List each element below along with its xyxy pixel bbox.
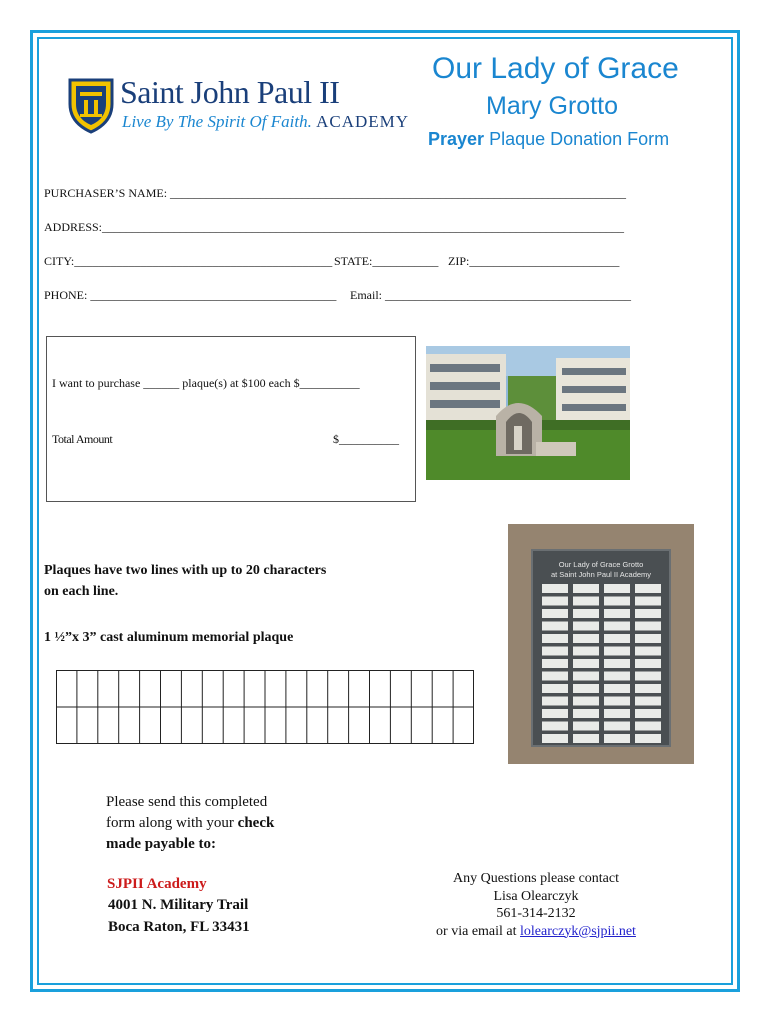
plaque-tile xyxy=(542,597,568,606)
plaque-tile xyxy=(542,734,568,743)
plaque-tile xyxy=(635,697,661,706)
contact-phone: 561-314-2132 xyxy=(496,906,576,921)
plaque-tile xyxy=(604,734,630,743)
send-line1: Please send this completed xyxy=(106,794,268,810)
plaque-tile xyxy=(542,659,568,668)
total-amount-label: Total Amount xyxy=(52,432,113,446)
plaque-tile xyxy=(604,722,630,731)
plaque-tile xyxy=(573,647,599,656)
contact-email-line xyxy=(420,923,652,941)
plaque-size-text: 1 ½”x 3” cast aluminum memorial plaque xyxy=(44,630,294,645)
plaque-heading-2: at Saint John Paul II Academy xyxy=(550,570,652,579)
plaque-board-photo xyxy=(508,524,694,764)
purchaser-name-field[interactable]: PURCHASER’S NAME: ____________________________________________________________________________ xyxy=(44,186,627,200)
logo-tagline xyxy=(122,112,409,132)
plaque-tile xyxy=(542,697,568,706)
plaque-tile xyxy=(604,597,630,606)
plaque-info-line1: Plaques have two lines with up to 20 characters xyxy=(44,563,327,578)
plaque-tile xyxy=(604,659,630,668)
plaque-tile xyxy=(573,684,599,693)
plaque-tile xyxy=(542,709,568,718)
plaque-tile xyxy=(573,609,599,618)
email-field[interactable]: Email: _________________________________________ xyxy=(350,288,631,302)
plaque-tile xyxy=(542,609,568,618)
plaque-tile xyxy=(542,672,568,681)
plaque-tile xyxy=(573,597,599,606)
state-field[interactable]: STATE:___________ xyxy=(334,254,439,268)
plaque-tile xyxy=(635,597,661,606)
plaque-tile xyxy=(542,684,568,693)
form-title xyxy=(428,129,669,150)
plaque-info-line2: on each line. xyxy=(44,584,119,599)
address-field[interactable]: ADDRESS:_______________________________________________________________________________________ xyxy=(44,220,625,234)
city-field[interactable]: CITY:___________________________________________ xyxy=(44,254,333,268)
purchase-quantity-line[interactable]: I want to purchase ______ plaque(s) at $100 each $__________ xyxy=(52,376,360,390)
plaque-tile xyxy=(573,634,599,643)
page-subtitle: Mary Grotto xyxy=(486,92,618,120)
form-title-rest: Plaque Donation Form xyxy=(484,129,670,149)
plaque-tile xyxy=(542,647,568,656)
plaque-tile xyxy=(604,709,630,718)
plaque-tile xyxy=(635,709,661,718)
plaque-tile xyxy=(635,722,661,731)
plaque-tile xyxy=(604,697,630,706)
plaque-tile xyxy=(573,659,599,668)
plaque-heading-1: Our Lady of Grace Grotto xyxy=(558,560,644,569)
form-title-bold: Prayer xyxy=(428,129,485,149)
phone-field[interactable]: PHONE: _________________________________________ xyxy=(44,288,337,302)
order-box xyxy=(46,336,416,502)
plaque-tile xyxy=(573,622,599,631)
payee-city: Boca Raton, FL 33431 xyxy=(108,919,250,935)
plaque-tile xyxy=(542,634,568,643)
character-grid[interactable] xyxy=(56,670,474,744)
plaque-tile xyxy=(635,584,661,593)
send-line3: made payable to: xyxy=(106,836,216,852)
plaque-tile xyxy=(635,634,661,643)
plaque-tile xyxy=(604,622,630,631)
page-title: Our Lady of Grace xyxy=(432,52,679,85)
plaque-tile xyxy=(573,584,599,593)
plaque-tile xyxy=(604,647,630,656)
plaque-tile xyxy=(573,672,599,681)
logo-tagline-text: Live By The Spirit Of Faith. xyxy=(122,112,312,131)
plaque-tile xyxy=(604,584,630,593)
contact-block xyxy=(420,870,652,940)
grotto-photo xyxy=(426,346,630,480)
plaque-tile xyxy=(635,609,661,618)
plaque-tile xyxy=(542,584,568,593)
plaque-tile xyxy=(542,622,568,631)
payee-name: SJPII Academy xyxy=(107,876,207,892)
logo-academy: ACADEMY xyxy=(316,112,410,131)
plaque-tile xyxy=(635,622,661,631)
crest-logo-icon xyxy=(66,76,116,134)
plaque-tile xyxy=(604,684,630,693)
logo-school-name: Saint John Paul II xyxy=(120,74,340,110)
zip-field[interactable]: ZIP:_________________________ xyxy=(448,254,620,268)
contact-line1: Any Questions please contact xyxy=(452,871,619,886)
plaque-tile xyxy=(542,722,568,731)
plaque-tile xyxy=(635,672,661,681)
plaque-tile xyxy=(604,672,630,681)
total-amount-field[interactable]: $__________ xyxy=(333,432,399,446)
plaque-tile xyxy=(573,734,599,743)
plaque-tile xyxy=(573,709,599,718)
plaque-tile xyxy=(635,647,661,656)
contact-email-prefix: or via email at xyxy=(436,923,521,939)
plaque-tile xyxy=(573,722,599,731)
plaque-tile xyxy=(635,684,661,693)
send-line2-plain: form along with your xyxy=(106,815,238,831)
contact-name: Lisa Olearczyk xyxy=(493,888,579,904)
plaque-tile xyxy=(604,609,630,618)
plaque-tile xyxy=(635,734,661,743)
plaque-tile xyxy=(573,697,599,706)
payee-street: 4001 N. Military Trail xyxy=(108,897,249,913)
plaque-tile xyxy=(604,634,630,643)
contact-email-link[interactable]: lolearczyk@sjpii.net xyxy=(520,923,636,939)
send-instructions xyxy=(106,792,274,855)
send-line2-bold: check xyxy=(237,815,275,831)
send-line2 xyxy=(106,813,274,834)
plaque-tile xyxy=(635,659,661,668)
